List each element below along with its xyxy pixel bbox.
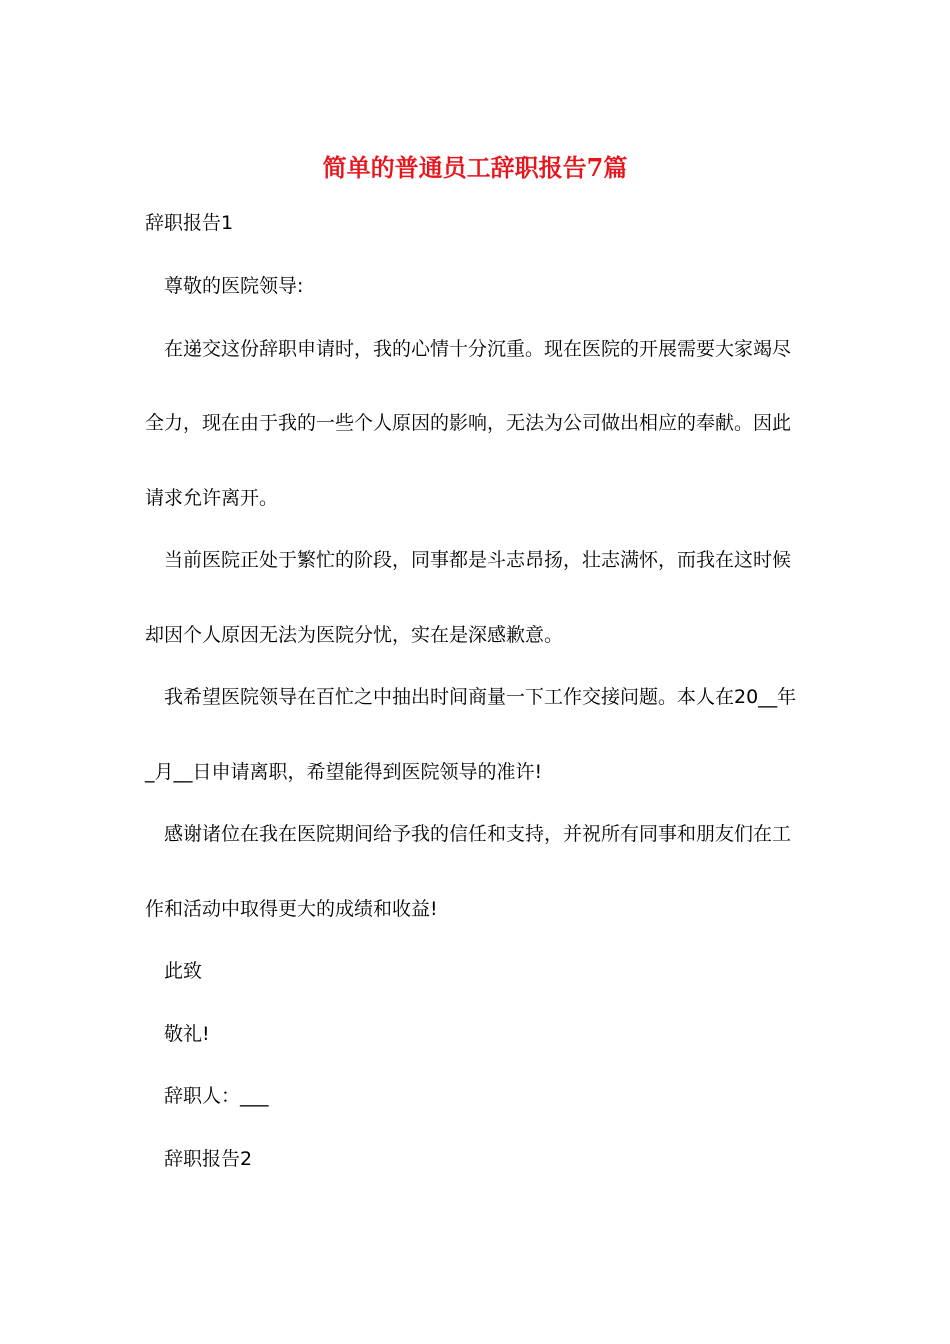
paragraph-2-line-2: 却因个人原因无法为医院分忧，实在是深感歉意。 [145,624,564,646]
paragraph-3-line-1: 我希望医院领导在百忙之中抽出时间商量一下工作交接问题。本人在20__年 [164,686,797,708]
section-heading-report-2: 辞职报告2 [164,1148,253,1170]
paragraph-3-line-2: _月__日申请离职，希望能得到医院领导的准许! [145,761,543,783]
closing-jing-li: 敬礼! [164,1023,210,1045]
paragraph-1-line-3: 请求允许离开。 [145,487,279,509]
document-title: 简单的普通员工辞职报告7篇 [322,153,628,182]
closing-ci-zhi: 此致 [164,960,203,982]
paragraph-1-line-1: 在递交这份辞职申请时，我的心情十分沉重。现在医院的开展需要大家竭尽 [164,338,792,360]
salutation: 尊敬的医院领导: [164,275,304,297]
paragraph-1-line-2: 全力，现在由于我的一些个人原因的影响，无法为公司做出相应的奉献。因此 [145,412,792,434]
paragraph-2-line-1: 当前医院正处于繁忙的阶段，同事都是斗志昂扬，壮志满怀，而我在这时候 [164,549,792,571]
section-heading-report-1: 辞职报告1 [145,212,234,234]
signature-line: 辞职人：___ [164,1085,269,1107]
paragraph-4-line-1: 感谢诸位在我在医院期间给予我的信任和支持，并祝所有同事和朋友们在工 [164,823,792,845]
paragraph-4-line-2: 作和活动中取得更大的成绩和收益! [145,898,438,920]
